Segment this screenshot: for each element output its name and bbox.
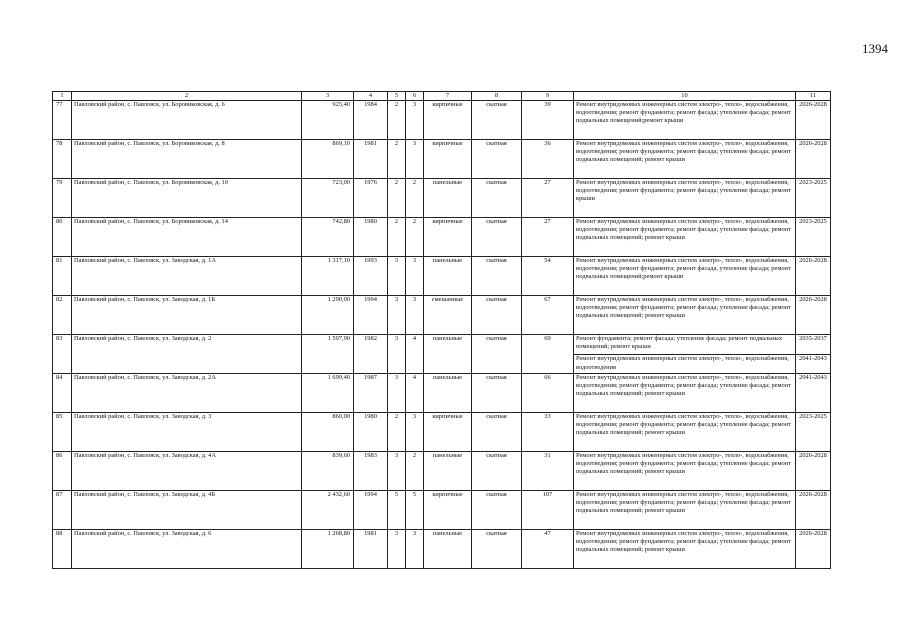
area-cell: 1 268,80 [302, 530, 354, 569]
apartments-cell: 47 [522, 530, 574, 569]
area-cell: 723,00 [302, 179, 354, 218]
roof-cell: скатная [472, 413, 522, 452]
works-cell: Ремонт внутридомовых инженерных систем электро-, тепло-, водоснабжения, водоотведения; ремонт фундамента; ремонт фасада; утепление фасада; ремонт подвальных помещений; ремонт крыши [574, 491, 796, 530]
period-cell: 2035-2037 [796, 335, 831, 355]
apartments-cell: 36 [522, 140, 574, 179]
year-cell: 1981 [354, 140, 388, 179]
row-number: 84 [53, 374, 72, 413]
address-cell: Павловский район, с. Павловск, ул. Боровиковская, д. 10 [72, 179, 302, 218]
roof-cell: скатная [472, 140, 522, 179]
works-cell: Ремонт фундамента; ремонт фасада; утепление фасада; ремонт подвальных помещений; ремонт крыши [574, 335, 796, 355]
works-cell: Ремонт внутридомовых инженерных систем электро-, тепло-, водоснабжения, водоотведения; ремонт фундамента; ремонт фасада, утепление фасада; ремонт подвальных помещений;ремонт крыши [574, 257, 796, 296]
col-header: 7 [424, 92, 472, 101]
year-cell: 1987 [354, 374, 388, 413]
row-number: 80 [53, 218, 72, 257]
floors-cell: 3 [388, 452, 406, 491]
floors-cell: 2 [388, 140, 406, 179]
roof-cell: скатная [472, 530, 522, 569]
works-cell: Ремонт внутридомовых инженерных систем электро-, тепло-, водоснабжения, водоотведения; ремонт фундамента; ремонт фасада; утепление фасада; ремонт подвальных помещений; ремонт крыши [574, 374, 796, 413]
period-cell: 2023-2025 [796, 179, 831, 218]
period-cell: 2026-2028 [796, 257, 831, 296]
roof-cell: скатная [472, 179, 522, 218]
page-number: 1394 [862, 41, 888, 56]
year-cell: 1981 [354, 530, 388, 569]
col-header: 1 [53, 92, 72, 101]
walls-cell: кирпичные [424, 140, 472, 179]
roof-cell: скатная [472, 101, 522, 140]
apartments-cell: 39 [522, 101, 574, 140]
area-cell: 860,00 [302, 413, 354, 452]
entrances-cell: 3 [406, 101, 424, 140]
apartments-cell: 33 [522, 413, 574, 452]
entrances-cell: 4 [406, 374, 424, 413]
row-number: 77 [53, 101, 72, 140]
col-header: 2 [72, 92, 302, 101]
works-cell: Ремонт внутридомовых инженерных систем электро-, тепло-, водоснабжения, водоотведения; ремонт фундамента; ремонт фасада; утепление фасада; ремонт крыши [574, 179, 796, 218]
address-cell: Павловский район, с. Павловск, ул. Боровиковская, д. 8 [72, 140, 302, 179]
table-row [53, 335, 831, 355]
walls-cell: панельные [424, 335, 472, 374]
works-cell: Ремонт внутридомовых инженерных систем электро-, тепло-, водоснабжения, водоотведения; ремонт фундамента; ремонт фасада; утепление фасада; ремонт подвальных помещений; ремонт крыши [574, 218, 796, 257]
period-cell: 2041-2043 [796, 374, 831, 413]
col-header: 6 [406, 92, 424, 101]
entrances-cell: 3 [406, 530, 424, 569]
walls-cell: кирпичные [424, 491, 472, 530]
area-cell: 869,10 [302, 140, 354, 179]
row-number: 87 [53, 491, 72, 530]
apartments-cell: 67 [522, 296, 574, 335]
col-header: 9 [522, 92, 574, 101]
roof-cell: скатная [472, 374, 522, 413]
works-cell: Ремонт внутридомовых инженерных систем электро-, тепло-, водоснабжения, водоотведения [574, 355, 796, 374]
year-cell: 1980 [354, 218, 388, 257]
apartments-cell: 69 [522, 335, 574, 374]
year-cell: 1980 [354, 413, 388, 452]
table-row [53, 179, 831, 218]
col-header: 10 [574, 92, 796, 101]
floors-cell: 3 [388, 530, 406, 569]
row-number: 82 [53, 296, 72, 335]
address-cell: Павловский район, с. Павловск, ул. Заводская, д. 6 [72, 530, 302, 569]
table-row [53, 530, 831, 569]
period-cell: 2023-2025 [796, 218, 831, 257]
housing-repair-table [52, 91, 831, 569]
area-cell: 742,80 [302, 218, 354, 257]
entrances-cell: 2 [406, 452, 424, 491]
area-cell: 1 699,40 [302, 374, 354, 413]
walls-cell: панельные [424, 452, 472, 491]
address-cell: Павловский район, с. Павловск, ул. Заводская, д. 2А [72, 374, 302, 413]
entrances-cell: 3 [406, 296, 424, 335]
period-cell: 2026-2028 [796, 296, 831, 335]
col-header: 11 [796, 92, 831, 101]
period-cell: 2026-2028 [796, 140, 831, 179]
year-cell: 1982 [354, 335, 388, 374]
floors-cell: 3 [388, 296, 406, 335]
table-row [53, 452, 831, 491]
table-row [53, 296, 831, 335]
period-cell: 2026-2028 [796, 452, 831, 491]
walls-cell: панельные [424, 374, 472, 413]
table-header [53, 92, 831, 101]
works-cell: Ремонт внутридомовых инженерных систем электро-, тепло-, водоснабжения, водоотведения; ремонт фундамента; ремонт фасада; утепление фасада; ремонт подвальных помещений; ремонт крыши [574, 530, 796, 569]
roof-cell: скатная [472, 335, 522, 374]
period-cell: 2026-2028 [796, 491, 831, 530]
address-cell: Павловский район, с. Павловск, ул. Заводская, д. 3 [72, 413, 302, 452]
address-cell: Павловский район, с. Павловск, ул. Заводская, д. 4Б [72, 491, 302, 530]
row-number: 85 [53, 413, 72, 452]
roof-cell: скатная [472, 452, 522, 491]
entrances-cell: 2 [406, 179, 424, 218]
entrances-cell: 3 [406, 413, 424, 452]
works-cell: Ремонт внутридомовых инженерных систем электро-, тепло-, водоснабжения, водоотведения; ремонт фундамента; ремонт фасада; утепление фасада; ремонт подвальных помещений;ремонт крыши [574, 101, 796, 140]
walls-cell: кирпичные [424, 101, 472, 140]
floors-cell: 2 [388, 179, 406, 218]
apartments-cell: 27 [522, 179, 574, 218]
floors-cell: 2 [388, 101, 406, 140]
year-cell: 1994 [354, 296, 388, 335]
area-cell: 925,40 [302, 101, 354, 140]
roof-cell: скатная [472, 257, 522, 296]
year-cell: 1984 [354, 101, 388, 140]
apartments-cell: 66 [522, 374, 574, 413]
row-number: 79 [53, 179, 72, 218]
row-number: 86 [53, 452, 72, 491]
col-header: 4 [354, 92, 388, 101]
year-cell: 1983 [354, 452, 388, 491]
apartments-cell: 31 [522, 452, 574, 491]
walls-cell: панельные [424, 530, 472, 569]
floors-cell: 3 [388, 374, 406, 413]
walls-cell: кирпичные [424, 218, 472, 257]
table-row [53, 374, 831, 413]
row-number: 81 [53, 257, 72, 296]
walls-cell: смешанные [424, 296, 472, 335]
entrances-cell: 3 [406, 140, 424, 179]
entrances-cell: 4 [406, 335, 424, 374]
address-cell: Павловский район, с. Павловск, ул. Заводская, д. 1Б [72, 296, 302, 335]
apartments-cell: 27 [522, 218, 574, 257]
table-row [53, 101, 831, 140]
year-cell: 1976 [354, 179, 388, 218]
address-cell: Павловский район, с. Павловск, ул. Боровиковская, д. 14 [72, 218, 302, 257]
works-cell: Ремонт внутридомовых инженерных систем электро-, тепло-, водоснабжения, водоотведения; ремонт фундамента; ремонт фасада; утепление фасада; ремонт подвальных помещений; ремонт крыши [574, 296, 796, 335]
floors-cell: 3 [388, 257, 406, 296]
walls-cell: кирпичные [424, 413, 472, 452]
area-cell: 839,60 [302, 452, 354, 491]
table-body [53, 101, 831, 569]
address-cell: Павловский район, с. Павловск, ул. Боровиковская, д. 6 [72, 101, 302, 140]
row-number: 83 [53, 335, 72, 374]
period-cell: 2026-2028 [796, 530, 831, 569]
entrances-cell: 2 [406, 218, 424, 257]
row-number: 88 [53, 530, 72, 569]
roof-cell: скатная [472, 491, 522, 530]
year-cell: 1993 [354, 257, 388, 296]
table-row [53, 491, 831, 530]
walls-cell: панельные [424, 257, 472, 296]
col-header: 5 [388, 92, 406, 101]
table-row [53, 218, 831, 257]
floors-cell: 2 [388, 218, 406, 257]
table-row [53, 140, 831, 179]
address-cell: Павловский район, с. Павловск, ул. Заводская, д. 2 [72, 335, 302, 374]
area-cell: 2 432,60 [302, 491, 354, 530]
floors-cell: 3 [388, 335, 406, 374]
table-row [53, 413, 831, 452]
period-cell: 2023-2025 [796, 413, 831, 452]
area-cell: 1 597,90 [302, 335, 354, 374]
period-cell: 2026-2028 [796, 101, 831, 140]
walls-cell: панельные [424, 179, 472, 218]
apartments-cell: 54 [522, 257, 574, 296]
area-cell: 1 317,10 [302, 257, 354, 296]
period-cell: 2041-2043 [796, 355, 831, 374]
works-cell: Ремонт внутридомовых инженерных систем электро-, тепло-, водоснабжения, водоотведения; ремонт фундамента; ремонт фасада; утепление фасада; ремонт подвальных помещений; ремонт крыши [574, 413, 796, 452]
roof-cell: скатная [472, 296, 522, 335]
col-header: 3 [302, 92, 354, 101]
works-cell: Ремонт внутридомовых инженерных систем электро-, тепло-, водоснабжения, водоотведения; ремонт фундамента; ремонт фасада; утепление фасада; ремонт подвальных помещений; ремонт крыши [574, 140, 796, 179]
apartments-cell: 107 [522, 491, 574, 530]
roof-cell: скатная [472, 218, 522, 257]
table-row [53, 257, 831, 296]
area-cell: 1 290,00 [302, 296, 354, 335]
floors-cell: 2 [388, 413, 406, 452]
address-cell: Павловский район, с. Павловск, ул. Заводская, д. 1А [72, 257, 302, 296]
col-header: 8 [472, 92, 522, 101]
entrances-cell: 5 [406, 491, 424, 530]
entrances-cell: 3 [406, 257, 424, 296]
address-cell: Павловский район, с. Павловск, ул. Заводская, д. 4А [72, 452, 302, 491]
year-cell: 1994 [354, 491, 388, 530]
row-number: 78 [53, 140, 72, 179]
floors-cell: 5 [388, 491, 406, 530]
works-cell: Ремонт внутридомовых инженерных систем электро-, тепло-, водоснабжения, водоотведения; ремонт фундамента; ремонт фасада; утепление фасада; ремонт подвальных помещений; ремонт крыши [574, 452, 796, 491]
